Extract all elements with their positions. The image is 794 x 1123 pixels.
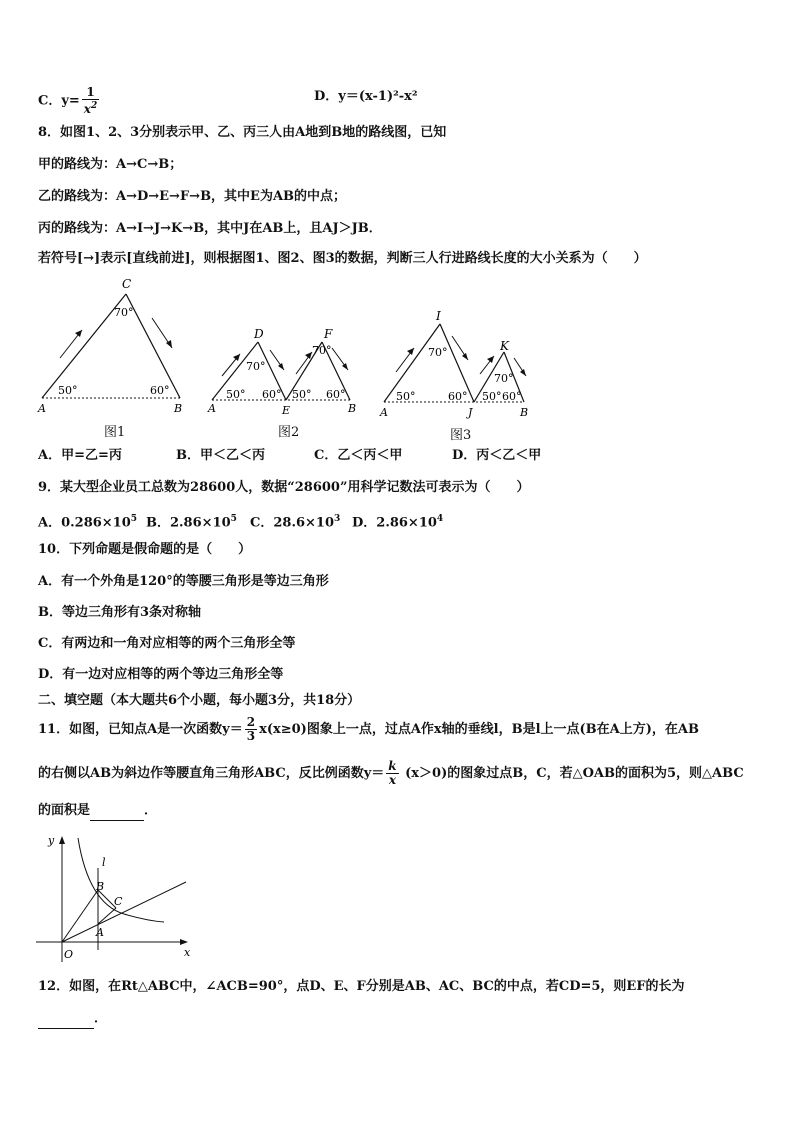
q10-option-b: B．等边三角形有3条对称轴 — [38, 605, 202, 620]
q11-fig-c-label: C — [114, 895, 123, 908]
q8-route-yi: 乙的路线为：A→D→E→F→B，其中E为AB的中点； — [38, 189, 347, 204]
q9-option-d-base: D．2.86×10 — [352, 515, 437, 531]
q11-part-3: 的右侧以AB为斜边作等腰直角三角形ABC，反比例函数y＝ — [38, 766, 385, 781]
q8-option-d: D．丙＜乙＜甲 — [452, 448, 542, 463]
q8-symbol-line: 若符号[→]表示[直线前进]，则根据图1、图2、图3的数据，判断三人行进路线长度的大小关系为（ ） — [38, 251, 647, 266]
q8-stem: 8．如图1、2、3分别表示甲、乙、丙三人由A地到B地的路线图，已知 — [38, 125, 447, 140]
fig3-label-j: J — [468, 406, 473, 419]
q12-stem: 12．如图，在Rt△ABC中，∠ACB=90°，点D、E、F分别是AB、AC、BC的中点，若CD=5，则EF的长为 — [38, 979, 685, 994]
q11-part-1: 11．如图，已知点A是一次函数y＝ — [38, 722, 243, 737]
q11-answer-blank[interactable] — [90, 802, 144, 821]
q11-line-3 — [38, 802, 157, 821]
q8-route-jia: 甲的路线为：A→C→B； — [38, 157, 183, 172]
q8-option-c: C．乙＜丙＜甲 — [314, 448, 403, 463]
fig3-angle-4: 60° — [502, 390, 522, 403]
fig2-label-f: F — [324, 327, 333, 341]
fig1-angle-c: 70° — [114, 306, 134, 319]
q8-route-bing: 丙的路线为：A→I→J→K→B，其中J在AB上，且AJ＞JB． — [38, 221, 382, 236]
q11-fraction-2-3 — [245, 716, 257, 743]
fig1-label-c: C — [122, 277, 132, 291]
fig2-angle-f: 70° — [312, 344, 332, 357]
q11-fraction-1-num: 2 — [246, 715, 256, 729]
fig2-angle-3: 50° — [292, 388, 312, 401]
q9-options — [38, 510, 443, 532]
q7-option-c-den-exp: 2 — [90, 101, 98, 111]
q12-end: ． — [94, 1011, 108, 1026]
fig3-angle-2: 60° — [448, 390, 468, 403]
fig2-label-e: E — [282, 404, 291, 417]
q11-fig-y-label: y — [48, 834, 55, 847]
fig2-angle-1: 50° — [226, 388, 246, 401]
fig3-angle-1: 50° — [396, 390, 416, 403]
q12-answer-line — [38, 1010, 107, 1029]
q8-figure-2 — [204, 322, 364, 418]
q9-option-a-base: A．0.286×10 — [38, 515, 131, 531]
fig3-label-k: K — [500, 339, 509, 353]
q7-option-c-numerator: 1 — [82, 86, 99, 100]
q11-fig-a-label: A — [96, 926, 104, 939]
fig1-caption: 图1 — [104, 425, 126, 440]
q9-stem: 9．某大型企业员工总数为28600人，数据“28600”用科学记数法可表示为（ ） — [38, 480, 530, 495]
q11-line-2 — [38, 760, 744, 787]
q11-fig-o-label: O — [64, 948, 74, 961]
fig2-label-a: A — [208, 402, 216, 415]
fig3-label-a: A — [380, 406, 388, 419]
q10-option-c: C．有两边和一角对应相等的两个三角形全等 — [38, 636, 296, 651]
q11-fig-l-label: l — [102, 856, 106, 869]
fig3-label-i: I — [436, 310, 441, 323]
q12-answer-blank[interactable] — [38, 1010, 94, 1029]
q11-fig-b-label: B — [96, 880, 105, 893]
q9-option-b — [146, 510, 250, 532]
q8-figure-3 — [376, 310, 536, 422]
q7-option-c-denominator — [82, 100, 99, 116]
q10-option-a: A．有一个外角是120°的等腰三角形是等边三角形 — [38, 574, 329, 589]
fig3-label-b: B — [520, 406, 529, 419]
section-2-heading: 二、填空题（本大题共6个小题，每小题3分，共18分） — [38, 693, 361, 708]
q11-fraction-2-den: x — [388, 773, 397, 787]
fig1-label-b: B — [174, 402, 183, 415]
q9-option-c-base: C．28.6×10 — [250, 515, 334, 531]
q7-option-c — [38, 86, 101, 116]
q11-fraction-1-den: 3 — [246, 729, 256, 743]
fig2-angle-2: 60° — [262, 388, 282, 401]
q7-option-d: D．y＝(x-1)²-x² — [314, 89, 418, 104]
q9-option-b-exp: 5 — [230, 514, 237, 524]
q7-option-c-label: C．y= — [38, 93, 80, 109]
fig3-caption: 图3 — [450, 428, 472, 443]
q7-option-c-fraction — [82, 86, 99, 116]
q11-fraction-k-x — [386, 760, 398, 787]
fig2-label-b: B — [348, 402, 357, 415]
q9-option-b-base: B．2.86×10 — [146, 515, 231, 531]
fig2-angle-4: 60° — [326, 388, 346, 401]
fig2-angle-d: 70° — [246, 360, 266, 373]
q10-option-d: D．有一边对应相等的两个等边三角形全等 — [38, 667, 284, 682]
fig3-angle-k: 70° — [494, 372, 514, 385]
q9-option-c — [250, 510, 352, 532]
fig2-label-d: D — [254, 327, 264, 341]
fig1-angle-a: 50° — [58, 384, 78, 397]
q11-figure — [34, 828, 194, 964]
q8-options — [38, 447, 541, 465]
q11-fraction-2-num: k — [388, 759, 397, 773]
q11-part-6: ． — [144, 803, 158, 818]
q9-option-a — [38, 510, 146, 532]
q11-part-4: (x＞0)的图象过点B，C，若△OAB的面积为5，则△ABC — [400, 766, 744, 781]
q9-option-a-exp: 5 — [130, 514, 138, 524]
fig3-angle-i: 70° — [428, 346, 448, 359]
q8-figure-1 — [34, 276, 194, 416]
fig1-label-a: A — [38, 402, 46, 415]
fig2-caption: 图2 — [278, 425, 300, 440]
q11-part-5: 的面积是 — [38, 803, 91, 818]
q8-option-b: B．甲＜乙＜丙 — [176, 448, 265, 463]
q11-part-2: x(x≥0)图象上一点，过点A作x轴的垂线l，B是l上一点(B在A上方)，在AB — [259, 722, 699, 737]
q11-fig-x-label: x — [184, 946, 191, 959]
q9-option-c-exp: 3 — [334, 514, 341, 524]
q11-line-1 — [38, 716, 699, 743]
q7-option-c-den-base: x — [83, 102, 91, 116]
q9-option-d-exp: 4 — [436, 514, 444, 524]
q10-stem: 10．下列命题是假命题的是（ ） — [38, 542, 252, 557]
fig3-angle-3: 50° — [482, 390, 502, 403]
q9-option-d — [352, 510, 443, 532]
fig1-angle-b: 60° — [150, 384, 170, 397]
q8-option-a: A．甲=乙=丙 — [38, 448, 122, 463]
